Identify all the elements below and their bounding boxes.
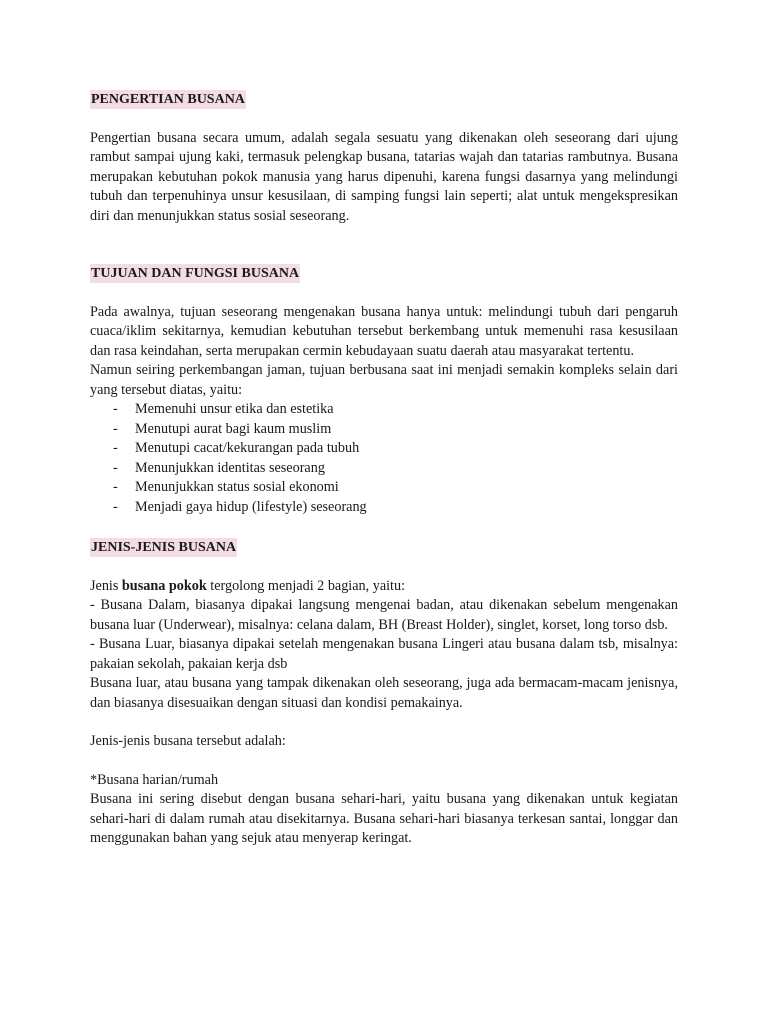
paragraph-tujuan-1: Pada awalnya, tujuan seseorang mengenakan busana hanya untuk: melindungi tubuh dari pengaruh cuaca/iklim sekitarnya, kemudian kebutuhan tersebut berkembang untuk memenuhi rasa kesusilaan dan rasa keindahan, serta merupakan cermin kebudayaan suatu daerah atau masyarakat tertentu. — [90, 303, 678, 359]
section-heading-jenis: JENIS-JENIS BUSANA — [91, 540, 237, 555]
list-item — [90, 478, 678, 498]
section-heading-pengertian: PENGERTIAN BUSANA — [91, 92, 245, 107]
paragraph-busana-luar-desc: Busana luar, atau busana yang tampak dikenakan oleh seseorang, juga ada bermacam-macam jenisnya, dan biasanya disesuaikan dengan situasi dan kondisi pemakainya. — [90, 675, 678, 711]
section-heading-tujuan: TUJUAN DAN FUNGSI BUSANA — [91, 266, 300, 281]
paragraph-jenis-intro — [90, 577, 678, 597]
list-item-text: Menutupi aurat bagi kaum muslim — [135, 420, 332, 437]
list-item — [90, 498, 678, 518]
list-bullet: - — [113, 459, 118, 476]
list-item-text: Menunjukkan status sosial ekonomi — [135, 479, 339, 495]
intro-text-bold: busana pokok — [121, 577, 207, 594]
paragraph-pengertian: Pengertian busana secara umum, adalah segala sesuatu yang dikenakan oleh seseorang dari ujung rambut sampai ujung kaki, termasuk pelengkap busana, tatarias wajah dan tatarias rambutnya. Busana merupakan kebutuhan pokok manusia yang harus dipenuhi, karena fungsi dasarnya yang melindungi tubuh dan terpenuhinya unsur kesusilaan, di samping fungsi lain seperti; alat untuk mengekspresikan diri dan menunjukkan status sosial seseorang. — [90, 129, 678, 224]
tujuan-list — [90, 400, 678, 517]
list-bullet: - — [113, 420, 118, 437]
paragraph-jenis-list-intro: Jenis-jenis busana tersebut adalah: — [90, 733, 286, 749]
list-item — [90, 459, 678, 479]
paragraph-busana-luar: - Busana Luar, biasanya dipakai setelah mengenakan busana Lingeri atau busana dalam tsb, misalnya: pakaian sekolah, pakaian kerja dsb — [90, 636, 678, 672]
list-item — [90, 400, 678, 420]
paragraph-busana-harian: Busana ini sering disebut dengan busana sehari-hari, yaitu busana yang dikenakan untuk kegiatan sehari-hari di dalam rumah atau disekitarnya. Busana sehari-hari biasanya terkesan santai, longgar dan menggunakan bahan yang sejuk atau menyerap keringat. — [90, 791, 678, 846]
list-item-text: Memenuhi unsur etika dan estetika — [135, 401, 334, 417]
subheading-busana-harian: *Busana harian/rumah — [90, 771, 219, 788]
list-item-text: Menutupi cacat/kekurangan pada tubuh — [135, 440, 360, 456]
document-body — [90, 90, 678, 849]
intro-text-after: tergolong menjadi 2 bagian, yaitu: — [206, 577, 406, 594]
list-bullet: - — [113, 498, 118, 515]
paragraph-busana-dalam: - Busana Dalam, biasanya dipakai langsung mengenai badan, atau dikenakan sebelum mengenakan busana luar (Underwear), misalnya: celana dalam, BH (Breast Holder), singlet, korset, long torso dsb. — [90, 597, 678, 633]
list-bullet: - — [113, 401, 118, 417]
paragraph-tujuan-2: Namun seiring perkembangan jaman, tujuan berbusana saat ini menjadi semakin kompleks selain dari yang tersebut diatas, yaitu: — [90, 362, 678, 398]
list-item-text: Menunjukkan identitas seseorang — [135, 459, 325, 476]
list-item-text: Menjadi gaya hidup (lifestyle) seseorang — [135, 498, 367, 515]
list-bullet: - — [113, 479, 118, 495]
intro-text-before: Jenis — [90, 577, 122, 594]
list-bullet: - — [113, 440, 118, 456]
list-item — [90, 420, 678, 440]
list-item — [90, 439, 678, 459]
